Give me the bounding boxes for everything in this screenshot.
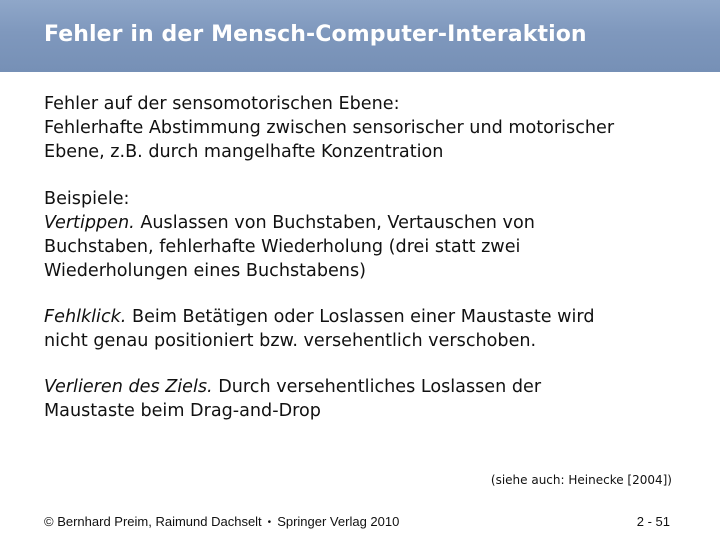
example-2-line-2: nicht genau positioniert bzw. versehentlich verschoben.: [44, 331, 537, 351]
intro-line-3: Ebene, z.B. durch mangelhafte Konzentration: [44, 142, 444, 162]
footer-separator: •: [267, 517, 272, 528]
footer-credits: [44, 514, 399, 529]
citation: (siehe auch: Heinecke [2004]): [490, 473, 672, 487]
intro-line-2: Fehlerhafte Abstimmung zwischen sensorischer und motorischer: [44, 118, 615, 138]
page-number: 2 - 51: [636, 514, 670, 529]
example-3-term: Verlieren des Ziels.: [44, 377, 213, 397]
example-1-line-2: Buchstaben, fehlerhafte Wiederholung (drei statt zwei: [44, 237, 521, 257]
example-2-term: Fehlklick.: [44, 307, 127, 327]
examples-heading: Beispiele:: [44, 189, 130, 209]
example-3-text: Durch versehentliches Loslassen der: [212, 377, 542, 397]
footer-authors: © Bernhard Preim, Raimund Dachselt: [44, 514, 262, 529]
example-2-text: Beim Betätigen oder Loslassen einer Maustaste wird: [126, 307, 595, 327]
intro-line-1: Fehler auf der sensomotorischen Ebene:: [44, 94, 400, 114]
example-2-line-1: [44, 305, 694, 329]
example-1-line-1: [44, 211, 694, 235]
example-1-text: Auslassen von Buchstaben, Vertauschen von: [134, 213, 535, 233]
example-1-line-3: Wiederholungen eines Buchstabens): [44, 261, 366, 281]
slide-body: [44, 92, 694, 423]
slide-title: Fehler in der Mensch-Computer-Interaktion: [44, 22, 587, 47]
title-bar: [0, 0, 720, 72]
example-1-term: Vertippen.: [44, 213, 135, 233]
footer-publisher: Springer Verlag 2010: [277, 514, 400, 529]
example-3-line-2: Maustaste beim Drag-and-Drop: [44, 401, 321, 421]
example-3-line-1: [44, 375, 694, 399]
